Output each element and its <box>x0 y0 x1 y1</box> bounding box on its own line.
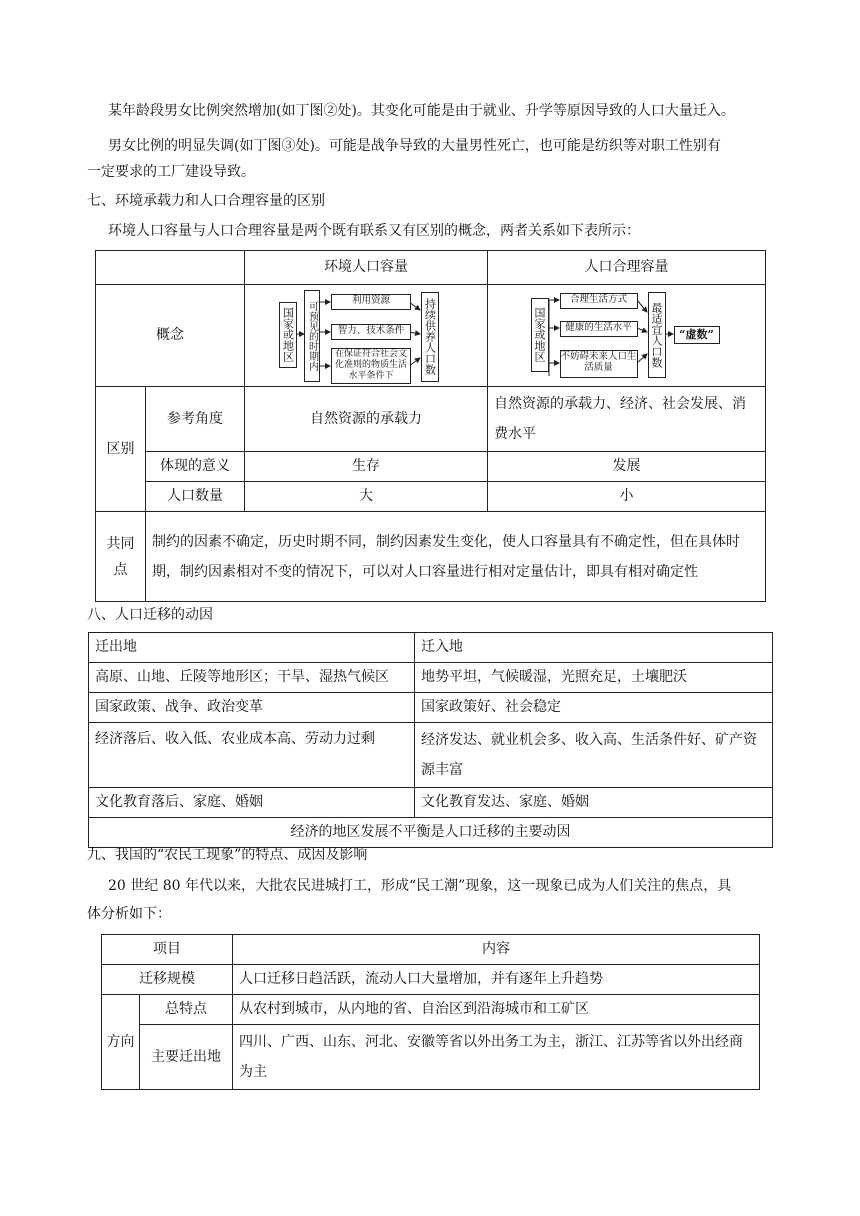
reasonable-result-box: 最适宜人口数 <box>648 292 666 378</box>
scale-label: 迁移规模 <box>102 965 233 995</box>
reasonable-future-quality-box: 不妨碍未来人口生活质量 <box>560 350 638 378</box>
migration-main-cause: 经济的地区发展不平衡是人口迁移的主要动因 <box>89 818 773 848</box>
migration-causes-table <box>88 632 773 848</box>
cause-in-culture: 文化教育发达、家庭、婚姻 <box>415 788 773 818</box>
meaning-reasonable: 发展 <box>488 452 766 482</box>
env-tech-box: 智力、技术条件 <box>331 324 411 340</box>
common-text: 制约的因素不确定，历史时期不同，制约因素发生变化，使人口容量具有不确定性，但在具体时期，制约因素相对不变的情况下，可以对人口容量进行相对定量估计，即具有相对确定性 <box>146 512 766 602</box>
cause-in-economy: 经济发达、就业机会多、收入高、生活条件好、矿产资源丰富 <box>415 723 773 788</box>
cause-out-policy: 国家政策、战争、政治变革 <box>89 693 415 723</box>
source-label: 主要迁出地 <box>140 1025 233 1090</box>
count-label: 人口数量 <box>146 482 245 512</box>
paragraph-sex-ratio-increase: 某年龄段男女比例突然增加(如丁图②处)。其变化可能是由于就业、升学等原因导致的人口大量迁入。 <box>108 103 735 119</box>
header-emigration-place: 迁出地 <box>89 633 415 663</box>
col-reasonable-capacity: 人口合理容量 <box>488 251 766 285</box>
angle-label: 参考角度 <box>146 387 245 452</box>
overall-text: 从农村到城市，从内地的省、自治区到沿海城市和工矿区 <box>233 995 760 1025</box>
env-country-box: 国家或地区 <box>279 302 297 368</box>
table1-corner <box>96 251 245 285</box>
scale-text: 人口迁移日趋活跃，流动人口大量增加，并有逐年上升趋势 <box>233 965 760 995</box>
row-common-label: 共同点 <box>96 512 146 602</box>
cause-in-terrain: 地势平坦，气候暖湿，光照充足，土壤肥沃 <box>415 663 773 693</box>
migrant-worker-table <box>101 934 760 1090</box>
row-concept-label: 概念 <box>96 285 245 387</box>
meaning-label: 体现的意义 <box>146 452 245 482</box>
header-item: 项目 <box>102 935 233 965</box>
paragraph-sex-ratio-imbalance-cont: 一定要求的工厂建设导致。 <box>87 164 255 180</box>
angle-reasonable: 自然资源的承载力、经济、社会发展、消费水平 <box>488 387 766 452</box>
heading-section-7: 七、环境承载力和人口合理容量的区别 <box>87 193 325 209</box>
count-reasonable: 小 <box>488 482 766 512</box>
direction-label: 方向 <box>102 995 140 1090</box>
paragraph-section-7-intro: 环境人口容量与人口合理容量是两个既有联系又有区别的概念，两者关系如下表所示： <box>108 223 640 239</box>
paragraph-sex-ratio-imbalance: 男女比例的明显失调(如丁图③处)。可能是战争导致的大量男性死亡，也可能是纺织等对职工性别有 <box>108 138 721 154</box>
reasonable-concept-diagram <box>488 285 766 387</box>
env-result-box: 持续供养人口数 <box>421 292 439 382</box>
cause-out-economy: 经济落后、收入低、农业成本高、劳动力过剩 <box>89 723 415 788</box>
cause-out-culture: 文化教育落后、家庭、婚姻 <box>89 788 415 818</box>
capacity-comparison-table <box>95 250 766 602</box>
heading-section-8: 八、人口迁移的动因 <box>87 607 213 623</box>
paragraph-section-9-intro: 20 世纪 80 年代以来，大批农民进城打工，形成“民工潮”现象，这一现象已成为人们关注的焦点，具 <box>108 878 732 894</box>
env-concept-diagram <box>245 285 488 387</box>
angle-env: 自然资源的承载力 <box>245 387 488 452</box>
heading-section-9: 九、我国的“农民工现象”的特点、成因及影响 <box>87 847 368 863</box>
virtual-number-box: “虚数” <box>674 326 720 344</box>
reasonable-health-box: 健康的生活水平 <box>560 321 638 337</box>
paragraph-section-9-intro-cont: 体分析如下： <box>87 906 171 922</box>
env-living-standard-box: 在保证符合社会文化准则的物质生活水平条件下 <box>331 348 411 384</box>
env-period-box: 可预见的时期内 <box>304 290 320 382</box>
row-diff-label: 区别 <box>96 387 146 512</box>
reasonable-country-box: 国家或地区 <box>531 298 549 372</box>
meaning-env: 生存 <box>245 452 488 482</box>
col-env-capacity: 环境人口容量 <box>245 251 488 285</box>
header-immigration-place: 迁入地 <box>415 633 773 663</box>
source-text: 四川、广西、山东、河北、安徽等省以外出务工为主，浙江、江苏等省以外出经商为主 <box>233 1025 760 1090</box>
env-resource-box: 利用资源 <box>331 294 411 310</box>
reasonable-lifestyle-box: 合理生活方式 <box>560 293 638 309</box>
cause-in-policy: 国家政策好、社会稳定 <box>415 693 773 723</box>
count-env: 大 <box>245 482 488 512</box>
cause-out-terrain: 高原、山地、丘陵等地形区；干旱、湿热气候区 <box>89 663 415 693</box>
header-content: 内容 <box>233 935 760 965</box>
overall-label: 总特点 <box>140 995 233 1025</box>
